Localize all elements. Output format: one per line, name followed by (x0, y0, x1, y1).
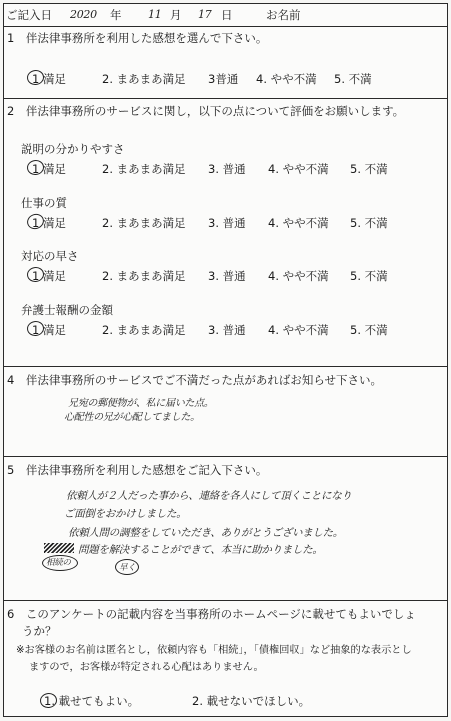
option-1[interactable]: 1 満足 (32, 322, 66, 338)
handwritten-line: 依頼人が２人だった事から、連絡を各人にして頂くことになり (66, 490, 352, 502)
rating-row-fee (4, 322, 449, 338)
section-4-title: 4 伴法律事務所のサービスでご不満だった点があればお知らせ下さい。 (7, 373, 382, 387)
handwritten-line: 兄宛の郵便物が、私に届いた点。 (68, 398, 214, 409)
option-1[interactable]: 1 満足 (32, 215, 66, 231)
handwritten-line: 依頼人間の調整をしていただき、ありがとうございました。 (68, 527, 343, 539)
divider (4, 600, 447, 601)
item-label-quality: 仕事の質 (21, 196, 67, 210)
date-label: ご記入日 (6, 8, 52, 22)
section-6-title-line1: 6 このアンケートの記載内容を当事務所のホームページに載せてもよいでしょ (7, 607, 416, 621)
day-value[interactable]: 17 (198, 8, 212, 21)
option-5[interactable]: 5. 不満 (350, 323, 388, 337)
name-field[interactable] (309, 6, 444, 24)
option-3[interactable]: 3. 普通 (208, 323, 246, 337)
option-2[interactable]: 2. まあまあ満足 (102, 162, 186, 176)
item-label-clarity: 説明の分かりやすさ (21, 142, 125, 156)
divider (4, 98, 447, 99)
month-label: 月 (170, 8, 182, 22)
rating-row-speed (4, 268, 449, 284)
option-1[interactable]: 1 満足 (32, 71, 66, 87)
option-4[interactable]: 4. やや不満 (268, 162, 329, 176)
rating-row-quality (4, 215, 449, 231)
section-6-note-line2: ますので，お客様が特定される心配はありません。 (29, 662, 264, 673)
option-2[interactable]: 2. まあまあ満足 (102, 269, 186, 283)
option-4[interactable]: 4. やや不満 (268, 269, 329, 283)
section-6-title-line2: うか？ (22, 624, 57, 638)
option-1[interactable]: 1 満足 (32, 161, 66, 177)
option-4[interactable]: 4. やや不満 (268, 216, 329, 230)
section-2-title: 2 伴法律事務所のサービスに関し，以下の点について評価をお願いします。 (7, 104, 405, 118)
annotation-inserted: 相続の (46, 558, 71, 568)
option-2[interactable]: 2. まあまあ満足 (102, 72, 186, 86)
option-publish-no[interactable]: 2. 載せないでほしい。 (192, 694, 311, 708)
option-3[interactable]: 3. 普通 (208, 269, 246, 283)
rating-row-overall (4, 71, 449, 87)
section-1-title: 1 伴法律事務所を利用した感想を選んで下さい。 (7, 31, 268, 45)
handwritten-line: 問題を解決することができて、本当に助かりました。 (78, 544, 323, 556)
divider (4, 366, 447, 367)
divider (4, 456, 447, 457)
handwritten-line: ご面倒をおかけしました。 (64, 508, 187, 520)
option-2[interactable]: 2. まあまあ満足 (102, 323, 186, 337)
option-2[interactable]: 2. まあまあ満足 (102, 216, 186, 230)
option-5[interactable]: 5. 不満 (350, 269, 388, 283)
survey-form (3, 3, 448, 717)
section-5-title: 5 伴法律事務所を利用した感想をご記入下さい。 (7, 463, 268, 477)
crossed-out-word (44, 543, 74, 553)
option-4[interactable]: 4. やや不満 (268, 323, 329, 337)
option-3[interactable]: 3. 普通 (208, 216, 246, 230)
option-4[interactable]: 4. やや不満 (256, 72, 317, 86)
option-5[interactable]: 5. 不満 (334, 72, 372, 86)
rating-row-clarity (4, 161, 449, 177)
option-5[interactable]: 5. 不満 (350, 216, 388, 230)
handwritten-line: 心配性の兄が心配してました。 (64, 412, 200, 423)
month-value[interactable]: 11 (148, 8, 162, 21)
option-1[interactable]: 1 満足 (32, 268, 66, 284)
year-value[interactable]: 2020 (70, 8, 97, 21)
selection-circle (39, 692, 58, 709)
year-label: 年 (110, 8, 122, 22)
divider (4, 26, 447, 27)
annotation-early: 早く (119, 563, 136, 573)
option-publish-yes[interactable]: 1. 載せてもよい。 (44, 694, 139, 708)
name-label: お名前 (266, 8, 301, 22)
item-label-speed: 対応の早さ (21, 249, 79, 263)
option-5[interactable]: 5. 不満 (350, 162, 388, 176)
option-3[interactable]: 3. 普通 (208, 162, 246, 176)
section-6-note-line1: ※お客様のお名前は匿名とし，依頼内容も「相続」，「債権回収」など抽象的な表示とし (16, 645, 412, 656)
item-label-fee: 弁護士報酬の金額 (21, 303, 113, 317)
option-3[interactable]: 3普通 (208, 72, 239, 86)
day-label: 日 (221, 8, 233, 22)
